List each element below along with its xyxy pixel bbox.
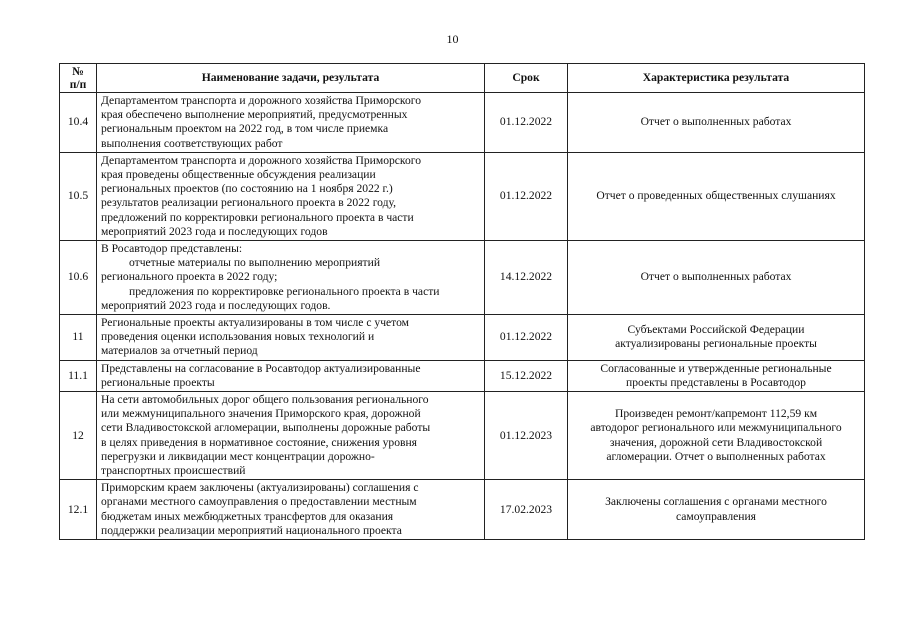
task-line: органами местного самоуправления о предоставлении местным — [101, 495, 417, 509]
task-line: мероприятий 2023 года и последующих годов — [101, 224, 328, 238]
header-number — [60, 64, 97, 93]
table-row — [60, 241, 865, 315]
task-description — [97, 315, 485, 361]
task-line: Приморским краем заключены (актуализированы) соглашения с — [101, 481, 419, 495]
row-number: 11.1 — [60, 360, 97, 391]
task-line: Представлены на согласование в Росавтодор актуализированные — [101, 361, 421, 375]
task-description — [97, 360, 485, 391]
task-description — [97, 392, 485, 480]
deadline-date: 17.02.2023 — [485, 480, 568, 540]
deadline-date: 01.12.2022 — [485, 315, 568, 361]
result-line: агломерации. Отчет о выполненных работах — [606, 449, 826, 463]
row-number: 10.4 — [60, 93, 97, 153]
task-line: Департаментом транспорта и дорожного хозяйства Приморского — [101, 153, 422, 167]
row-number: 11 — [60, 315, 97, 361]
table-row — [60, 480, 865, 540]
result-description — [568, 93, 865, 153]
table-row — [60, 315, 865, 361]
task-line: мероприятий 2023 года и последующих годов. — [101, 298, 331, 312]
table-header-row — [60, 64, 865, 93]
task-line: проведения оценки использования новых технологий и — [101, 330, 375, 344]
result-line: самоуправления — [675, 509, 757, 523]
table-row — [60, 152, 865, 240]
task-line: поддержки реализации мероприятий национального проекта — [101, 523, 402, 537]
task-line: региональные проекты — [101, 375, 215, 389]
result-description — [568, 360, 865, 391]
result-line: Отчет о выполненных работах — [640, 270, 792, 284]
task-line: края обеспечено выполнение мероприятий, предусмотренных — [101, 108, 408, 122]
result-line: Субъектами Российской Федерации — [627, 323, 805, 337]
row-number: 12 — [60, 392, 97, 480]
result-line: Заключены соглашения с органами местного — [605, 495, 827, 509]
header-task: Наименование задачи, результата — [97, 64, 485, 93]
row-number: 10.5 — [60, 152, 97, 240]
deadline-date: 01.12.2022 — [485, 152, 568, 240]
result-description — [568, 315, 865, 361]
result-line: Произведен ремонт/капремонт 112,59 км — [614, 407, 818, 421]
task-line: Региональные проекты актуализированы в том числе с учетом — [101, 316, 409, 330]
task-line: В Росавтодор представлены: — [101, 242, 243, 256]
task-line: или межмуниципального значения Приморского края, дорожной — [101, 407, 421, 421]
result-line: проекты представлены в Росавтодор — [626, 375, 806, 389]
deadline-date: 01.12.2023 — [485, 392, 568, 480]
row-number: 10.6 — [60, 241, 97, 315]
header-number-line1: № — [72, 65, 84, 78]
task-line: регионального проекта в 2022 году; — [101, 270, 278, 284]
result-description — [568, 480, 865, 540]
table-body — [60, 93, 865, 540]
task-description — [97, 241, 485, 315]
task-line: материалов за отчетный период — [101, 344, 258, 358]
task-line: выполнения соответствующих работ — [101, 136, 283, 150]
task-line: региональным проектом на 2022 год, в том числе приемка — [101, 122, 389, 136]
task-line: перегрузки и ликвидации мест концентрации дорожно- — [101, 449, 375, 463]
result-line: актуализированы региональные проекты — [615, 337, 817, 351]
header-result: Характеристика результата — [568, 64, 865, 93]
tasks-table — [59, 63, 865, 540]
task-description — [97, 152, 485, 240]
result-line: автодорог регионального или межмуниципального — [590, 421, 842, 435]
result-line: Отчет о выполненных работах — [640, 115, 792, 129]
task-description — [97, 93, 485, 153]
table-row — [60, 360, 865, 391]
deadline-date: 01.12.2022 — [485, 93, 568, 153]
page-number: 10 — [446, 32, 459, 46]
task-line: региональных проектов (по состоянию на 1 ноября 2022 г.) — [101, 182, 393, 196]
task-line: Департаментом транспорта и дорожного хозяйства Приморского — [101, 94, 422, 107]
task-line: отчетные материалы по выполнению мероприятий — [129, 256, 381, 270]
deadline-date: 15.12.2022 — [485, 360, 568, 391]
task-line: транспортных происшествий — [101, 464, 246, 478]
task-line: предложения по корректировке регионального проекта в части — [129, 284, 440, 298]
header-number-line2: п/п — [69, 78, 87, 91]
result-line: Отчет о проведенных общественных слушаниях — [596, 189, 836, 203]
task-line: сети Владивостокской агломерации, выполнены дорожные работы — [101, 421, 431, 435]
task-line: бюджетам иных межбюджетных трансфертов для оказания — [101, 509, 394, 523]
deadline-date: 14.12.2022 — [485, 241, 568, 315]
table-row — [60, 93, 865, 153]
task-line: в целях приведения в нормативное состояние, снижения уровня — [101, 435, 418, 449]
task-line: предложений по корректировки регионального проекта в части — [101, 210, 414, 224]
result-line: значения, дорожной сети Владивостокской — [609, 435, 823, 449]
task-line: На сети автомобильных дорог общего пользования регионального — [101, 393, 429, 407]
result-description — [568, 392, 865, 480]
result-description — [568, 241, 865, 315]
table-row — [60, 392, 865, 480]
task-line: края проведены общественные обсуждения реализации — [101, 168, 376, 182]
result-description — [568, 152, 865, 240]
task-description — [97, 480, 485, 540]
task-line: результатов реализации регионального проекта в 2022 году, — [101, 196, 397, 210]
result-line: Согласованные и утвержденные региональные — [600, 361, 832, 375]
row-number: 12.1 — [60, 480, 97, 540]
header-term: Срок — [485, 64, 568, 93]
